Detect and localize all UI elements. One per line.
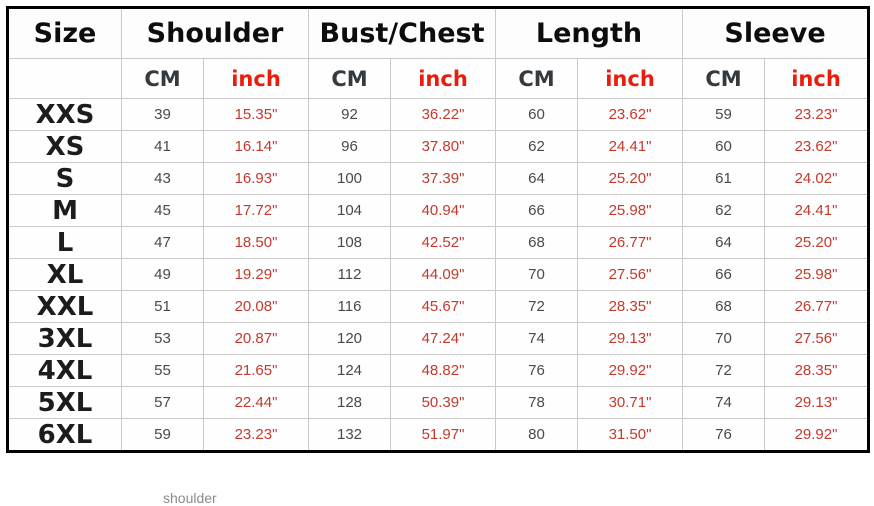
inch-value-cell: 16.14": [204, 131, 309, 163]
inch-value-cell: 26.77": [765, 291, 869, 323]
table-row: [8, 163, 869, 195]
inch-value-cell: 44.09": [391, 259, 496, 291]
column-group-length: Length: [496, 8, 683, 59]
unit-header-cm-0: CM: [122, 59, 204, 99]
inch-value-cell: 37.80": [391, 131, 496, 163]
cm-value-cell: 128: [309, 387, 391, 419]
table-row: [8, 195, 869, 227]
inch-value-cell: 28.35": [578, 291, 683, 323]
cm-value-cell: 108: [309, 227, 391, 259]
unit-header-inch-1: inch: [204, 59, 309, 99]
cm-value-cell: 78: [496, 387, 578, 419]
cm-value-cell: 62: [496, 131, 578, 163]
unit-header-inch-5: inch: [578, 59, 683, 99]
cm-value-cell: 39: [122, 99, 204, 131]
cm-value-cell: 57: [122, 387, 204, 419]
cm-value-cell: 92: [309, 99, 391, 131]
cm-value-cell: 76: [683, 419, 765, 452]
inch-value-cell: 27.56": [578, 259, 683, 291]
inch-value-cell: 15.35": [204, 99, 309, 131]
inch-value-cell: 29.13": [578, 323, 683, 355]
unit-header-inch-7: inch: [765, 59, 869, 99]
inch-value-cell: 45.67": [391, 291, 496, 323]
table-row: [8, 131, 869, 163]
inch-value-cell: 37.39": [391, 163, 496, 195]
cm-value-cell: 51: [122, 291, 204, 323]
inch-value-cell: 23.23": [765, 99, 869, 131]
size-label: 6XL: [8, 419, 122, 452]
unit-header-cm-4: CM: [496, 59, 578, 99]
cm-value-cell: 76: [496, 355, 578, 387]
cm-value-cell: 47: [122, 227, 204, 259]
size-label: L: [8, 227, 122, 259]
unit-header-spacer: [8, 59, 122, 99]
inch-value-cell: 30.71": [578, 387, 683, 419]
table-row: [8, 99, 869, 131]
cm-value-cell: 74: [496, 323, 578, 355]
size-label: 3XL: [8, 323, 122, 355]
inch-value-cell: 22.44": [204, 387, 309, 419]
unit-header-inch-3: inch: [391, 59, 496, 99]
inch-value-cell: 25.98": [765, 259, 869, 291]
cm-value-cell: 70: [496, 259, 578, 291]
table-row: [8, 291, 869, 323]
cm-value-cell: 68: [496, 227, 578, 259]
cm-value-cell: 64: [683, 227, 765, 259]
cm-value-cell: 49: [122, 259, 204, 291]
size-label: XXS: [8, 99, 122, 131]
table-row: [8, 227, 869, 259]
cm-value-cell: 70: [683, 323, 765, 355]
inch-value-cell: 36.22": [391, 99, 496, 131]
inch-value-cell: 17.72": [204, 195, 309, 227]
inch-value-cell: 24.41": [765, 195, 869, 227]
size-label: 4XL: [8, 355, 122, 387]
size-label: M: [8, 195, 122, 227]
clipped-footer-text: shoulder: [163, 490, 217, 506]
inch-value-cell: 23.62": [578, 99, 683, 131]
cm-value-cell: 68: [683, 291, 765, 323]
inch-value-cell: 40.94": [391, 195, 496, 227]
cm-value-cell: 112: [309, 259, 391, 291]
inch-value-cell: 26.77": [578, 227, 683, 259]
cm-value-cell: 43: [122, 163, 204, 195]
cm-value-cell: 53: [122, 323, 204, 355]
inch-value-cell: 47.24": [391, 323, 496, 355]
column-group-shoulder: Shoulder: [122, 8, 309, 59]
inch-value-cell: 23.23": [204, 419, 309, 452]
cm-value-cell: 120: [309, 323, 391, 355]
cm-value-cell: 132: [309, 419, 391, 452]
inch-value-cell: 21.65": [204, 355, 309, 387]
cm-value-cell: 124: [309, 355, 391, 387]
size-chart-body: [8, 99, 869, 452]
inch-value-cell: 24.41": [578, 131, 683, 163]
inch-value-cell: 29.92": [578, 355, 683, 387]
size-label: S: [8, 163, 122, 195]
inch-value-cell: 16.93": [204, 163, 309, 195]
inch-value-cell: 42.52": [391, 227, 496, 259]
cm-value-cell: 104: [309, 195, 391, 227]
cm-value-cell: 61: [683, 163, 765, 195]
inch-value-cell: 25.98": [578, 195, 683, 227]
inch-value-cell: 28.35": [765, 355, 869, 387]
column-group-bust-chest: Bust/Chest: [309, 8, 496, 59]
table-row: [8, 323, 869, 355]
cm-value-cell: 116: [309, 291, 391, 323]
cm-value-cell: 60: [683, 131, 765, 163]
inch-value-cell: 50.39": [391, 387, 496, 419]
cm-value-cell: 72: [496, 291, 578, 323]
inch-value-cell: 29.13": [765, 387, 869, 419]
cm-value-cell: 100: [309, 163, 391, 195]
cm-value-cell: 96: [309, 131, 391, 163]
cm-value-cell: 62: [683, 195, 765, 227]
size-label: XS: [8, 131, 122, 163]
cm-value-cell: 80: [496, 419, 578, 452]
cm-value-cell: 59: [683, 99, 765, 131]
table-row: [8, 355, 869, 387]
cm-value-cell: 74: [683, 387, 765, 419]
cm-value-cell: 55: [122, 355, 204, 387]
cm-value-cell: 72: [683, 355, 765, 387]
column-group-size: Size: [8, 8, 122, 59]
inch-value-cell: 20.08": [204, 291, 309, 323]
inch-value-cell: 23.62": [765, 131, 869, 163]
inch-value-cell: 25.20": [765, 227, 869, 259]
inch-value-cell: 25.20": [578, 163, 683, 195]
inch-value-cell: 24.02": [765, 163, 869, 195]
cm-value-cell: 66: [683, 259, 765, 291]
column-group-sleeve: Sleeve: [683, 8, 869, 59]
inch-value-cell: 48.82": [391, 355, 496, 387]
inch-value-cell: 51.97": [391, 419, 496, 452]
cm-value-cell: 60: [496, 99, 578, 131]
cm-value-cell: 59: [122, 419, 204, 452]
cm-value-cell: 41: [122, 131, 204, 163]
inch-value-cell: 19.29": [204, 259, 309, 291]
cm-value-cell: 45: [122, 195, 204, 227]
unit-header-cm-6: CM: [683, 59, 765, 99]
cm-value-cell: 66: [496, 195, 578, 227]
cm-value-cell: 64: [496, 163, 578, 195]
unit-header-row: [8, 59, 869, 99]
inch-value-cell: 20.87": [204, 323, 309, 355]
size-chart-table: [6, 6, 870, 453]
size-label: XXL: [8, 291, 122, 323]
inch-value-cell: 27.56": [765, 323, 869, 355]
inch-value-cell: 31.50": [578, 419, 683, 452]
size-label: XL: [8, 259, 122, 291]
inch-value-cell: 18.50": [204, 227, 309, 259]
table-row: [8, 419, 869, 452]
table-row: [8, 259, 869, 291]
table-row: [8, 387, 869, 419]
column-group-header-row: [8, 8, 869, 59]
inch-value-cell: 29.92": [765, 419, 869, 452]
size-label: 5XL: [8, 387, 122, 419]
unit-header-cm-2: CM: [309, 59, 391, 99]
